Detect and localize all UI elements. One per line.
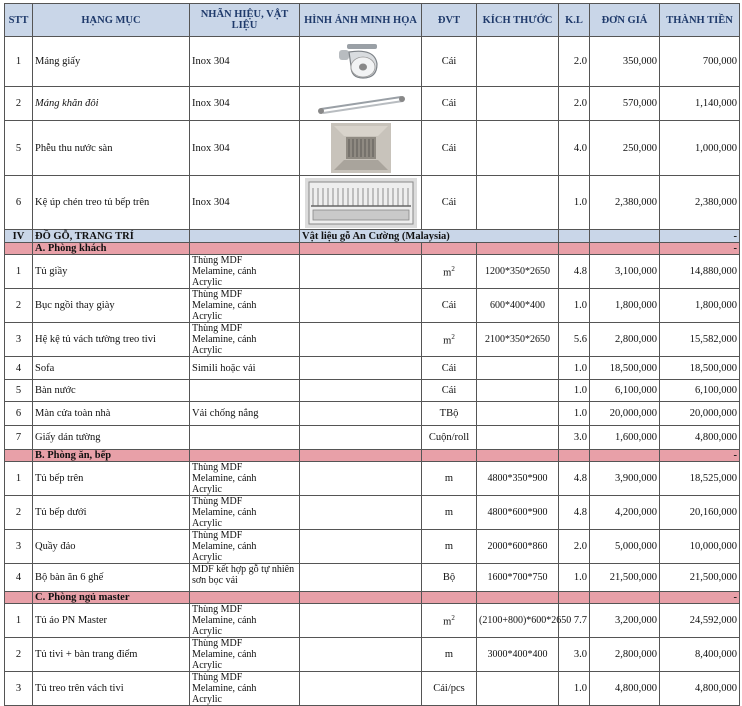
- cell-qty: 4.8: [559, 462, 590, 496]
- cell-size: 4800*350*900: [477, 462, 559, 496]
- material-line: Melamine, cánh: [192, 507, 257, 518]
- cell-unit: Cái: [422, 87, 477, 121]
- table-row: [5, 564, 740, 592]
- cell-total: 2,380,000: [660, 176, 740, 230]
- cell-item: Kệ úp chén treo tủ bếp trên: [33, 176, 190, 230]
- table-row: [5, 37, 740, 87]
- cell-price: 1,800,000: [590, 289, 660, 323]
- cell-image: [300, 638, 422, 672]
- cell-image: [300, 289, 422, 323]
- cell-size: [477, 37, 559, 87]
- cell-unit: Cái/pcs: [422, 672, 477, 706]
- cell-image: [300, 496, 422, 530]
- material-line: Melamine, cánh: [192, 300, 257, 311]
- group-header-row: [5, 243, 740, 255]
- cell-total: 1,140,000: [660, 87, 740, 121]
- material-line: Acrylic: [192, 484, 222, 495]
- table-row: [5, 462, 740, 496]
- cell-item: Màn cửa toàn nhà: [33, 402, 190, 426]
- cell-item: Máng giấy: [33, 37, 190, 87]
- cell-item: Tủ áo PN Master: [33, 604, 190, 638]
- cell-item: Tủ treo trên vách tivi: [33, 672, 190, 706]
- material-line: Thùng MDF: [192, 255, 243, 266]
- cell-stt: 3: [5, 530, 33, 564]
- cell-total: 20,000,000: [660, 402, 740, 426]
- cell-item: Tủ giầy: [33, 255, 190, 289]
- cell-image: [300, 357, 422, 380]
- section-row: [5, 230, 740, 243]
- cell-stt: 1: [5, 37, 33, 87]
- cell-unit: m: [422, 462, 477, 496]
- table-row: [5, 496, 740, 530]
- cell-price: 2,800,000: [590, 638, 660, 672]
- cell-price: 3,200,000: [590, 604, 660, 638]
- cell-total: 6,100,000: [660, 380, 740, 402]
- cell-unit: m: [422, 496, 477, 530]
- material-line: Acrylic: [192, 660, 222, 671]
- cell-material: [190, 496, 300, 530]
- material-line: Melamine, cánh: [192, 473, 257, 484]
- quotation-sheet: [4, 3, 739, 706]
- cell-unit: Cái: [422, 289, 477, 323]
- cell-stt: 2: [5, 638, 33, 672]
- cell-size: 2000*600*860: [477, 530, 559, 564]
- material-line: Melamine, cánh: [192, 266, 257, 277]
- cell-stt: 6: [5, 176, 33, 230]
- cell-price: 2,800,000: [590, 323, 660, 357]
- cell-qty: 2.0: [559, 87, 590, 121]
- cell-item: Phễu thu nước sàn: [33, 121, 190, 176]
- cell-total: 20,160,000: [660, 496, 740, 530]
- cell-size: [477, 402, 559, 426]
- cell-price: 570,000: [590, 87, 660, 121]
- material-line: Acrylic: [192, 518, 222, 529]
- table-row: [5, 530, 740, 564]
- material-line: Melamine, cánh: [192, 683, 257, 694]
- material-line: Acrylic: [192, 345, 222, 356]
- cell-total: 8,400,000: [660, 638, 740, 672]
- cell-total: 18,500,000: [660, 357, 740, 380]
- material-line: Thùng MDF: [192, 672, 243, 683]
- section-note: Vật liệu gỗ An Cường (Malaysia): [300, 230, 559, 243]
- cell-item: Tủ tivi + bàn trang điểm: [33, 638, 190, 672]
- cell-material: [190, 323, 300, 357]
- unit-superscript: 2: [451, 332, 455, 341]
- cell-total: 21,500,000: [660, 564, 740, 592]
- cell-stt: 6: [5, 402, 33, 426]
- cell-image: [300, 604, 422, 638]
- cell-qty: 4.0: [559, 121, 590, 176]
- header-size: KÍCH THƯỚC: [477, 4, 559, 37]
- double-towel-bar-image: [300, 87, 422, 121]
- cell-item: Bàn nước: [33, 380, 190, 402]
- unit-superscript: 2: [451, 264, 455, 273]
- cell-size: [477, 426, 559, 450]
- material-line: Thùng MDF: [192, 530, 243, 541]
- cell-unit: $m^2$: [422, 255, 477, 289]
- material-line: Melamine, cánh: [192, 334, 257, 345]
- group-total: -: [660, 450, 740, 462]
- cell-qty: 1.0: [559, 176, 590, 230]
- cell-stt: 2: [5, 496, 33, 530]
- cell-unit: Cái: [422, 121, 477, 176]
- cell-price: 1,600,000: [590, 426, 660, 450]
- table-row: [5, 402, 740, 426]
- cell-price: 2,380,000: [590, 176, 660, 230]
- material-line: Acrylic: [192, 694, 222, 705]
- cell-total: 1,800,000: [660, 289, 740, 323]
- cell-qty: 1.0: [559, 672, 590, 706]
- table-row: [5, 426, 740, 450]
- material-line: Acrylic: [192, 311, 222, 322]
- cell-size: (2100+800)*600*2650: [477, 604, 559, 638]
- cell-size: [477, 176, 559, 230]
- cell-price: 3,100,000: [590, 255, 660, 289]
- cell-item: Bộ bàn ăn 6 ghế: [33, 564, 190, 592]
- header-material: NHÃN HIỆU, VẬT LIỆU: [190, 4, 300, 37]
- material-line: Thùng MDF: [192, 604, 243, 615]
- section-title: ĐỒ GỖ, TRANG TRÍ: [33, 230, 190, 243]
- cell-qty: 4.8: [559, 255, 590, 289]
- material-line: Melamine, cánh: [192, 649, 257, 660]
- header-image: HÌNH ẢNH MINH HỌA: [300, 4, 422, 37]
- cell-material: Vải chống nắng: [190, 402, 300, 426]
- material-line: Acrylic: [192, 626, 222, 637]
- header-price: ĐƠN GIÁ: [590, 4, 660, 37]
- cell-total: 14,880,000: [660, 255, 740, 289]
- cell-total: 1,000,000: [660, 121, 740, 176]
- group-total: -: [660, 243, 740, 255]
- cell-image: [300, 255, 422, 289]
- cell-stt: 1: [5, 462, 33, 496]
- material-line: Acrylic: [192, 552, 222, 563]
- cell-image: [300, 402, 422, 426]
- cell-material: Inox 304: [190, 37, 300, 87]
- cell-price: 350,000: [590, 37, 660, 87]
- cell-total: 4,800,000: [660, 426, 740, 450]
- header-unit: ĐVT: [422, 4, 477, 37]
- cell-qty: 1.0: [559, 289, 590, 323]
- cell-stt: 4: [5, 564, 33, 592]
- cell-size: 1200*350*2650: [477, 255, 559, 289]
- cell-unit: m: [422, 638, 477, 672]
- cell-qty: 4.8: [559, 496, 590, 530]
- cell-image: [300, 564, 422, 592]
- cell-material: [190, 604, 300, 638]
- cell-unit: Cuộn/roll: [422, 426, 477, 450]
- cell-material: [190, 530, 300, 564]
- quotation-table: [4, 3, 740, 706]
- header-stt: STT: [5, 4, 33, 37]
- cell-unit: TBộ: [422, 402, 477, 426]
- toilet-paper-holder-image: [300, 37, 422, 87]
- cell-item: Tủ bếp trên: [33, 462, 190, 496]
- table-row: [5, 357, 740, 380]
- cell-price: 6,100,000: [590, 380, 660, 402]
- cell-material: [190, 289, 300, 323]
- table-row: [5, 604, 740, 638]
- cell-image: [300, 530, 422, 564]
- cell-material: Simili hoặc vải: [190, 357, 300, 380]
- section-total: -: [660, 230, 740, 243]
- cell-item: Hệ kệ tủ vách tường treo tivi: [33, 323, 190, 357]
- table-row: [5, 255, 740, 289]
- header-qty: K.L: [559, 4, 590, 37]
- cell-total: 24,592,000: [660, 604, 740, 638]
- cell-unit: Cái: [422, 380, 477, 402]
- cell-stt: 5: [5, 380, 33, 402]
- cell-qty: 1.0: [559, 402, 590, 426]
- table-row: [5, 87, 740, 121]
- cell-price: 4,800,000: [590, 672, 660, 706]
- cell-material: Inox 304: [190, 176, 300, 230]
- cell-size: [477, 380, 559, 402]
- table-row: [5, 289, 740, 323]
- group-title: B. Phòng ăn, bếp: [33, 450, 190, 462]
- cell-size: [477, 672, 559, 706]
- cell-material: [190, 462, 300, 496]
- cell-size: 3000*400*400: [477, 638, 559, 672]
- cell-total: 15,582,000: [660, 323, 740, 357]
- cell-qty: 2.0: [559, 37, 590, 87]
- cell-image: [300, 426, 422, 450]
- cell-price: 5,000,000: [590, 530, 660, 564]
- cell-material: Inox 304: [190, 87, 300, 121]
- cell-qty: 3.0: [559, 426, 590, 450]
- cell-size: 4800*600*900: [477, 496, 559, 530]
- cell-stt: 2: [5, 289, 33, 323]
- material-line: Acrylic: [192, 277, 222, 288]
- cell-item: Bục ngồi thay giày: [33, 289, 190, 323]
- cell-stt: 2: [5, 87, 33, 121]
- cell-unit: Cái: [422, 357, 477, 380]
- cell-size: [477, 121, 559, 176]
- cell-qty: 1.0: [559, 380, 590, 402]
- cell-material: [190, 672, 300, 706]
- material-line: Melamine, cánh: [192, 615, 257, 626]
- header-item: HẠNG MỤC: [33, 4, 190, 37]
- table-row: [5, 672, 740, 706]
- cell-stt: 1: [5, 604, 33, 638]
- cell-image: [300, 323, 422, 357]
- cell-item: Sofa: [33, 357, 190, 380]
- cell-unit: $m^2$: [422, 604, 477, 638]
- cell-material: MDF kết hợp gỗ tự nhiên sơn bọc vải: [190, 564, 300, 592]
- cell-image: [300, 462, 422, 496]
- cell-stt: 3: [5, 323, 33, 357]
- cell-qty: 1.0: [559, 564, 590, 592]
- cell-price: 4,200,000: [590, 496, 660, 530]
- cell-item: Giấy dán tường: [33, 426, 190, 450]
- cell-total: 4,800,000: [660, 672, 740, 706]
- material-line: Thùng MDF: [192, 638, 243, 649]
- cell-price: 18,500,000: [590, 357, 660, 380]
- cell-item: Quầy đảo: [33, 530, 190, 564]
- cell-size: 1600*700*750: [477, 564, 559, 592]
- cell-price: 20,000,000: [590, 402, 660, 426]
- material-line: Melamine, cánh: [192, 541, 257, 552]
- table-row: [5, 380, 740, 402]
- cell-stt: 5: [5, 121, 33, 176]
- table-row: [5, 323, 740, 357]
- dish-rack-image: [300, 176, 422, 230]
- cell-unit: Bộ: [422, 564, 477, 592]
- cell-material: Inox 304: [190, 121, 300, 176]
- cell-size: [477, 87, 559, 121]
- material-line: Thùng MDF: [192, 462, 243, 473]
- cell-item: Máng khăn đôi: [33, 87, 190, 121]
- unit-superscript: 2: [451, 613, 455, 622]
- group-title: A. Phòng khách: [33, 243, 190, 255]
- table-row: [5, 638, 740, 672]
- group-header-row: [5, 450, 740, 462]
- cell-size: 2100*350*2650: [477, 323, 559, 357]
- cell-size: [477, 357, 559, 380]
- cell-qty: 5.6: [559, 323, 590, 357]
- cell-material: [190, 638, 300, 672]
- cell-unit: Cái: [422, 37, 477, 87]
- cell-unit: Cái: [422, 176, 477, 230]
- cell-price: 250,000: [590, 121, 660, 176]
- cell-image: [300, 380, 422, 402]
- cell-size: 600*400*400: [477, 289, 559, 323]
- group-total: -: [660, 592, 740, 604]
- cell-material: [190, 380, 300, 402]
- material-line: Thùng MDF: [192, 323, 243, 334]
- group-header-row: [5, 592, 740, 604]
- table-row: [5, 121, 740, 176]
- cell-qty: 3.0: [559, 638, 590, 672]
- header-total: THÀNH TIỀN: [660, 4, 740, 37]
- floor-drain-image: [300, 121, 422, 176]
- cell-material: [190, 426, 300, 450]
- section-stt: IV: [5, 230, 33, 243]
- cell-total: 18,525,000: [660, 462, 740, 496]
- cell-image: [300, 672, 422, 706]
- cell-total: 10,000,000: [660, 530, 740, 564]
- cell-item: Tủ bếp dưới: [33, 496, 190, 530]
- group-body: [5, 243, 740, 706]
- cell-qty: 2.0: [559, 530, 590, 564]
- cell-qty: 1.0: [559, 357, 590, 380]
- cell-material: [190, 255, 300, 289]
- cell-stt: 4: [5, 357, 33, 380]
- cell-qty: 7.7: [559, 604, 590, 638]
- cell-price: 3,900,000: [590, 462, 660, 496]
- cell-stt: 7: [5, 426, 33, 450]
- cell-unit: m: [422, 530, 477, 564]
- cell-stt: 3: [5, 672, 33, 706]
- header-row: [5, 4, 740, 37]
- cell-total: 700,000: [660, 37, 740, 87]
- material-line: Thùng MDF: [192, 496, 243, 507]
- material-line: Thùng MDF: [192, 289, 243, 300]
- cell-price: 21,500,000: [590, 564, 660, 592]
- group-title: C. Phòng ngủ master: [33, 592, 190, 604]
- cell-unit: $m^2$: [422, 323, 477, 357]
- table-row: [5, 176, 740, 230]
- cell-stt: 1: [5, 255, 33, 289]
